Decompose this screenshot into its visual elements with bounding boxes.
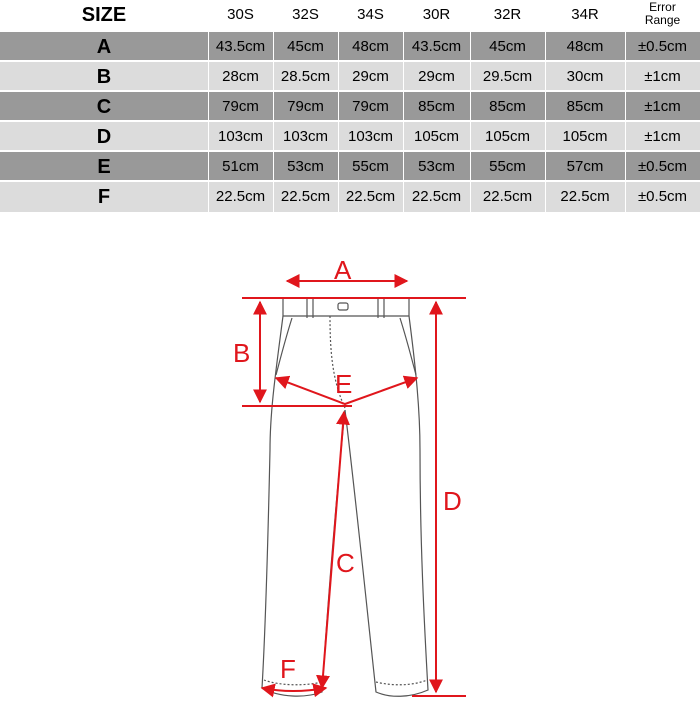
table-cell: 79cm [352, 98, 389, 115]
table-cell: 43.5cm [411, 38, 462, 55]
table-row [0, 62, 700, 92]
table-cell: 48cm [352, 38, 389, 55]
table-cell: 55cm [352, 158, 389, 175]
table-cell: 105cm [413, 128, 460, 145]
size-col-header: 32R [493, 6, 522, 23]
table-row [0, 92, 700, 122]
table-row [0, 182, 700, 212]
table-cell: 53cm [287, 158, 324, 175]
table-cell: 22.5cm [345, 188, 396, 205]
table-cell: 22.5cm [482, 188, 533, 205]
error-range-cell: ±1cm [644, 98, 681, 115]
table-cell: 85cm [418, 98, 455, 115]
belt-loop-right [378, 298, 384, 318]
table-cell: 55cm [489, 158, 526, 175]
error-range-cell: ±0.5cm [637, 158, 688, 175]
size-header: SIZE [81, 4, 127, 26]
belt-loop-left [307, 298, 313, 318]
table-cell: 22.5cm [215, 188, 266, 205]
size-chart-table [0, 0, 700, 212]
error-range-line1: Error [649, 0, 676, 14]
table-cell: 57cm [566, 158, 604, 175]
size-col-header: 32S [292, 6, 319, 23]
error-range-cell: ±0.5cm [637, 188, 688, 205]
right-pocket [400, 318, 416, 375]
measure-label: B [96, 66, 112, 88]
size-col-header: 30S [227, 6, 254, 23]
table-cell: 30cm [566, 68, 604, 85]
left-leg-outline [262, 316, 345, 696]
table-cell: 105cm [484, 128, 531, 145]
error-range-line2: Range [644, 13, 681, 27]
label-e: E [335, 369, 353, 399]
left-pocket [276, 318, 292, 375]
table-row [0, 152, 700, 182]
table-cell: 85cm [489, 98, 526, 115]
error-range-cell: ±1cm [644, 128, 681, 145]
table-cell: 51cm [222, 158, 259, 175]
table-cell: 45cm [287, 38, 324, 55]
table-row [0, 32, 700, 62]
table-cell: 79cm [222, 98, 259, 115]
table-cell: 29cm [418, 68, 455, 85]
table-header-row [0, 0, 700, 30]
table-cell: 29.5cm [482, 68, 533, 85]
label-c: C [336, 548, 355, 578]
measure-label: D [96, 126, 112, 148]
table-cell: 22.5cm [411, 188, 462, 205]
table-cell: 53cm [418, 158, 455, 175]
label-d: D [443, 486, 462, 516]
table-cell: 48cm [566, 38, 604, 55]
measure-label: E [97, 156, 111, 178]
size-col-header: 34S [357, 6, 384, 23]
size-col-header: 30R [422, 6, 451, 23]
table-cell: 103cm [282, 128, 329, 145]
error-range-cell: ±0.5cm [637, 38, 688, 55]
table-cell: 105cm [562, 128, 608, 145]
label-a: A [334, 255, 352, 285]
pants-outline [262, 298, 428, 696]
table-row [0, 122, 700, 152]
table-cell: 103cm [217, 128, 264, 145]
measure-label: A [96, 36, 112, 58]
table-cell: 45cm [489, 38, 526, 55]
table-cell: 28.5cm [280, 68, 331, 85]
size-col-header: 34R [571, 6, 599, 23]
right-hem [376, 680, 427, 685]
waist-button [338, 303, 348, 310]
label-b: B [233, 338, 251, 368]
table-cell: 43.5cm [215, 38, 266, 55]
table-cell: 29cm [352, 68, 389, 85]
table-cell: 79cm [287, 98, 324, 115]
table-cell: 22.5cm [280, 188, 331, 205]
measure-label: C [96, 96, 112, 118]
label-f: F [280, 654, 296, 684]
table-cell: 28cm [222, 68, 259, 85]
error-range-cell: ±1cm [644, 68, 681, 85]
measure-label: F [97, 186, 111, 208]
table-cell: 85cm [566, 98, 604, 115]
measure-f-line [262, 688, 326, 691]
pants-measurement-diagram [0, 240, 700, 722]
error-range-header [625, 0, 700, 31]
table-cell: 22.5cm [560, 188, 610, 205]
table-cell: 103cm [347, 128, 394, 145]
